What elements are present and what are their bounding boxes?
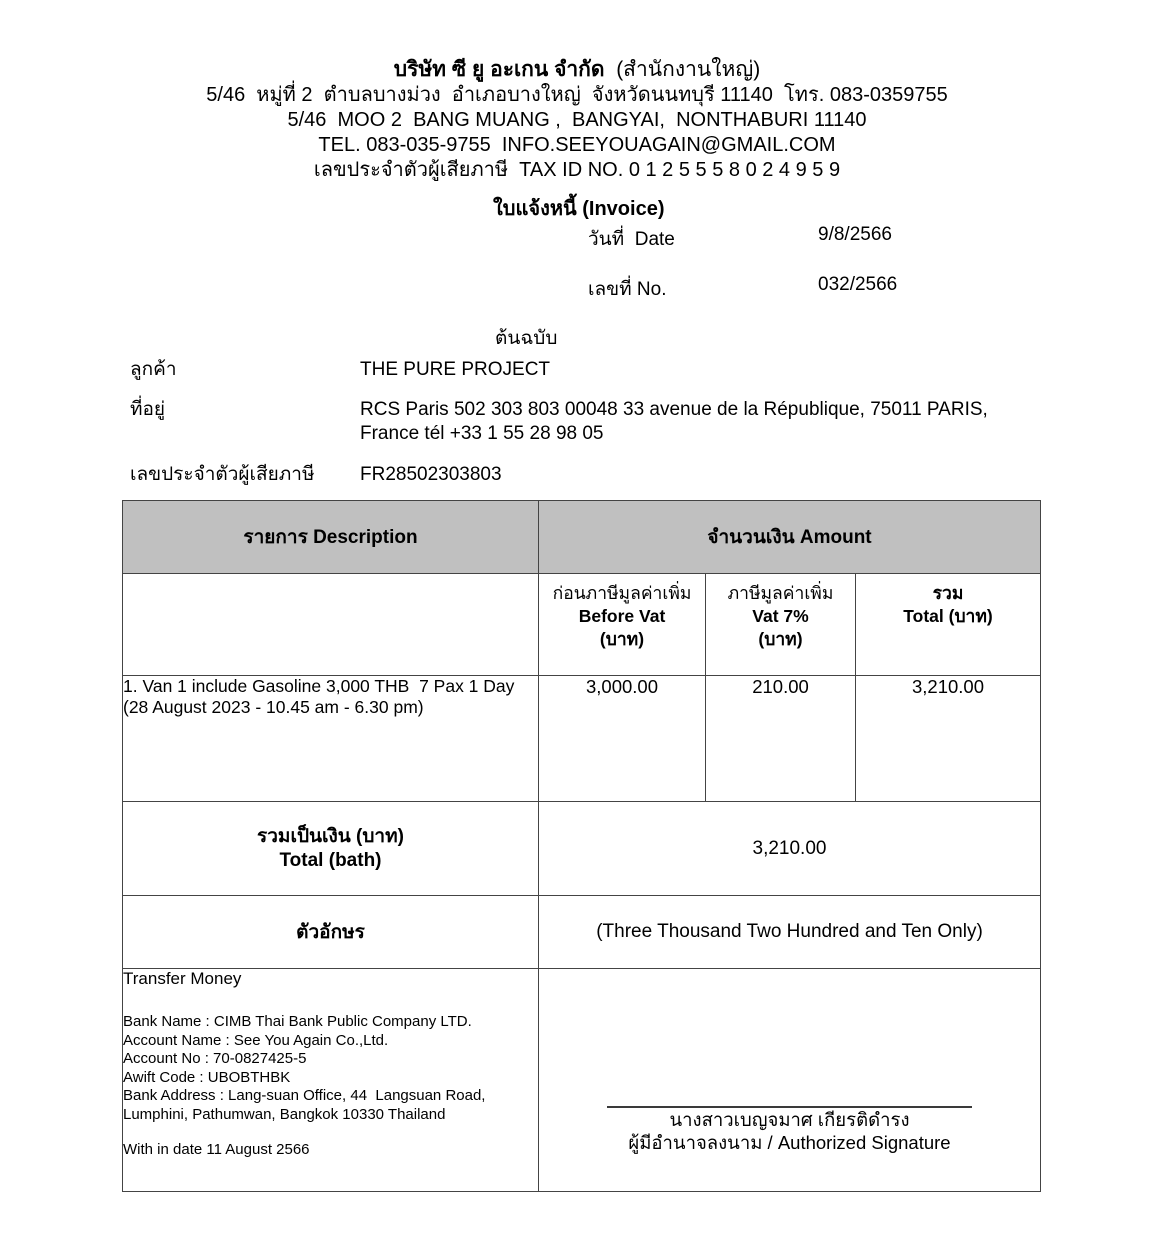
company-address-th: 5/46 หมู่ที่ 2 ตำบลบางม่วง อำเภอบางใหญ่ จังหวัดนนทบุรี 11140 โทร. 083-0359755: [206, 84, 948, 106]
company-branch: [605, 58, 617, 81]
grand-total-amount: 3,210.00: [539, 802, 1041, 896]
before-vat-header-en: Before Vat: [578, 606, 666, 626]
table-subheader-row: [123, 574, 1041, 676]
company-branch-label: (สำนักงานใหญ่): [616, 58, 761, 81]
total-header-th: รวม: [932, 583, 964, 603]
company-name-line: [0, 57, 1154, 82]
invoice-title: ใบแจ้งหนี้ (Invoice): [493, 198, 665, 220]
bank-details: [123, 1013, 538, 1124]
customer-tax-id: FR28502303803: [360, 464, 502, 485]
payment-title: Transfer Money: [123, 969, 242, 988]
signatory-name: นางสาวเบญจมาศ เกียรติดำรง: [669, 1109, 910, 1130]
description-column-header: รายการ Description: [123, 501, 539, 574]
vat-column-header: [706, 574, 856, 676]
vat-header-th: ภาษีมูลค่าเพิ่ม: [727, 583, 834, 603]
grand-total-row: [123, 802, 1041, 896]
bank-name: Bank Name : CIMB Thai Bank Public Company LTD.: [123, 1013, 472, 1030]
before-vat-column-header: [539, 574, 706, 676]
bank-address-line2: Lumphini, Pathumwan, Bangkok 10330 Thailand: [123, 1105, 446, 1123]
signatory-title: ผู้มีอำนาจลงนาม / Authorized Signature: [628, 1132, 951, 1153]
invoice-no-value: 032/2566: [818, 274, 898, 295]
company-address-en: 5/46 MOO 2 BANG MUANG , BANGYAI, NONTHABURI 11140: [287, 109, 867, 131]
before-vat-header-unit: (บาท): [599, 629, 645, 649]
grand-total-label: [123, 802, 539, 896]
grand-total-label-th: รวมเป็นเงิน (บาท): [257, 825, 404, 847]
table-header-row: [123, 501, 1041, 574]
total-header-en: Total (บาท): [903, 606, 993, 626]
amount-in-words: (Three Thousand Two Hundred and Ten Only): [539, 896, 1041, 969]
customer-address: RCS Paris 502 303 803 00048 33 avenue de la République, 75011 PARIS, France tél +33 1 55 28 98 05: [360, 399, 988, 444]
customer-tax-label: เลขประจำตัวผู้เสียภาษี: [130, 464, 315, 485]
swift-code: Awift Code : UBOBTHBK: [123, 1068, 291, 1086]
account-no: Account No : 70-0827425-5: [123, 1050, 307, 1067]
amount-in-words-label: ตัวอักษร: [123, 896, 539, 969]
subheader-empty-cell: [123, 574, 539, 676]
company-contact: TEL. 083-035-9755 INFO.SEEYOUAGAIN@GMAIL.COM: [318, 134, 836, 156]
item-vat: 210.00: [706, 676, 856, 802]
signature-area: [539, 969, 1041, 1192]
date-value: 9/8/2566: [818, 224, 892, 245]
item-description-line1: 1. Van 1 include Gasoline 3,000 THB 7 Pax 1 Day: [123, 676, 515, 696]
customer-name: THE PURE PROJECT: [360, 359, 551, 380]
item-description: [123, 676, 539, 802]
item-before-vat: 3,000.00: [539, 676, 706, 802]
payment-deadline: With in date 11 August 2566: [123, 1141, 310, 1158]
item-total: 3,210.00: [856, 676, 1041, 802]
payment-signature-row: [123, 969, 1041, 1192]
item-description-line2: (28 August 2023 - 10.45 am - 6.30 pm): [123, 697, 424, 717]
payment-info: [123, 969, 539, 1192]
amount-column-header: จำนวนเงิน Amount: [539, 501, 1041, 574]
date-label: วันที่ Date: [588, 229, 675, 250]
grand-total-label-en: Total (bath): [279, 849, 382, 871]
company-tax-id: เลขประจำตัวผู้เสียภาษี TAX ID NO. 0 1 2 5 5 5 8 0 2 4 9 5 9: [313, 159, 841, 181]
bank-address-line1: Bank Address : Lang-suan Office, 44 Langsuan Road,: [123, 1087, 486, 1104]
before-vat-header-th: ก่อนภาษีมูลค่าเพิ่ม: [552, 583, 692, 603]
invoice-date-row: [0, 224, 1154, 248]
vat-header-en: Vat 7%: [752, 606, 809, 626]
account-name: Account Name : See You Again Co.,Ltd.: [123, 1031, 389, 1049]
amount-in-words-row: [123, 896, 1041, 969]
line-item-row: [123, 676, 1041, 802]
invoice-no-label: เลขที่ No.: [588, 279, 667, 300]
vat-header-unit: (บาท): [758, 629, 803, 649]
total-column-header: [856, 574, 1041, 676]
company-name: บริษัท ซี ยู อะเกน จำกัด: [393, 58, 605, 81]
invoice-number-row: [0, 274, 1154, 298]
company-header: [0, 57, 1154, 183]
customer-address-label: ที่อยู่: [130, 399, 166, 420]
customer-name-label: ลูกค้า: [130, 359, 177, 380]
invoice-table: [122, 500, 1041, 1192]
copy-type-label: ต้นฉบับ: [495, 328, 558, 349]
